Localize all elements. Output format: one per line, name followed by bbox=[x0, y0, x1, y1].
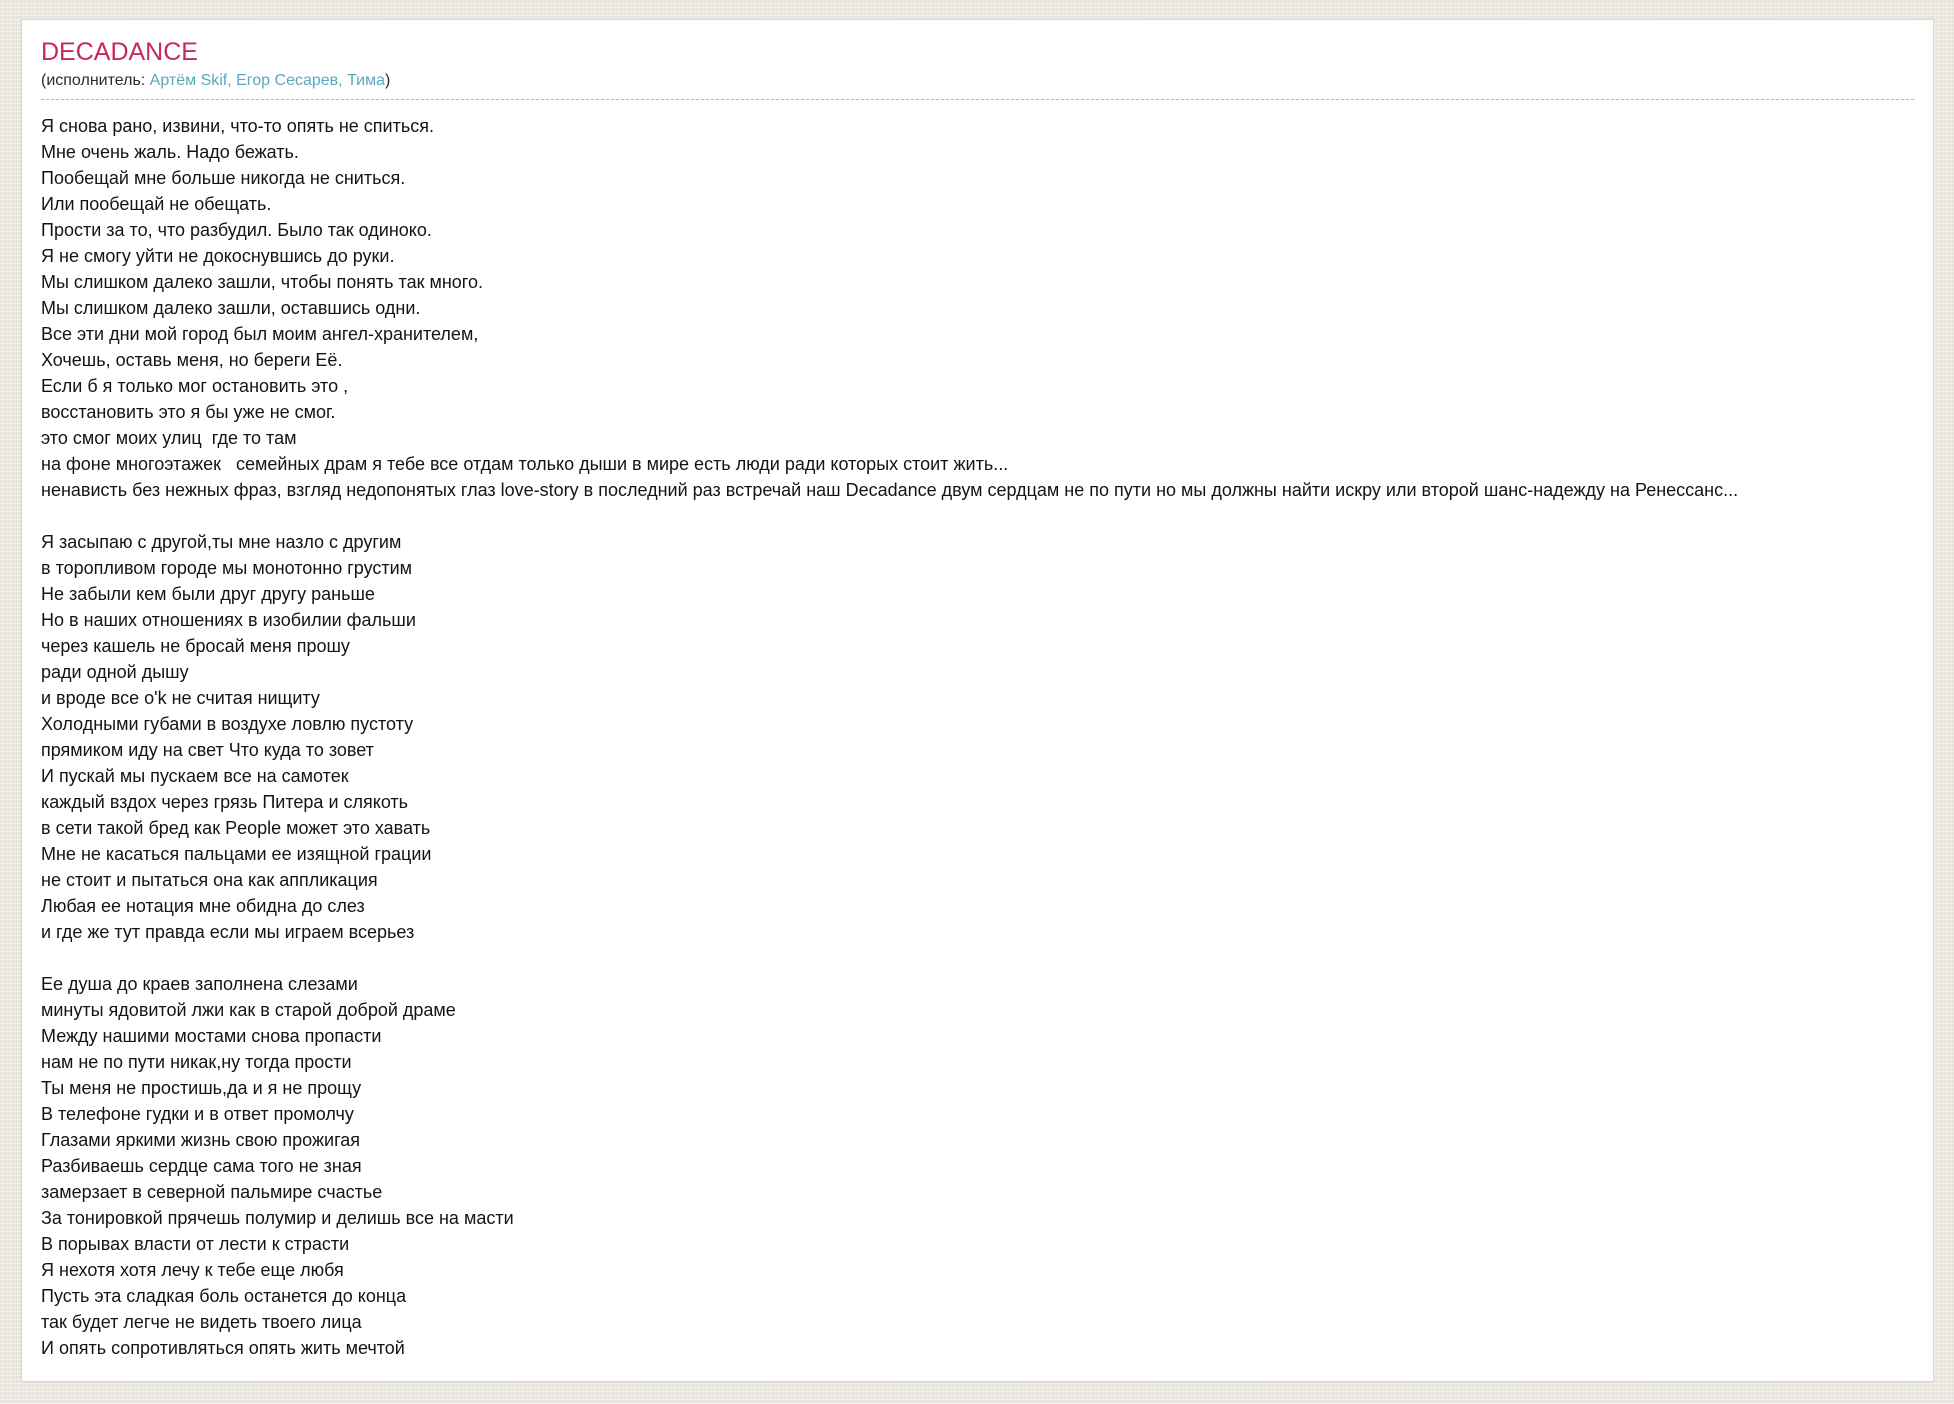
lyric-line: прямиком иду на свет Что куда то зовет bbox=[41, 739, 374, 760]
lyric-line: Мы слишком далеко зашли, чтобы понять так много. bbox=[41, 271, 483, 292]
artist-link[interactable]: Тима bbox=[347, 72, 385, 90]
lyric-line: не стоит и пытаться она как аппликация bbox=[41, 869, 378, 890]
page-title: DECADANCE bbox=[41, 38, 198, 66]
lyric-line: Все эти дни мой город был моим ангел-хранителем, bbox=[41, 323, 479, 344]
artist-line-suffix: ) bbox=[384, 72, 391, 90]
lyric-line: в сети такой бред как People может это хавать bbox=[41, 817, 431, 838]
lyric-line: и где же тут правда если мы играем всерьез bbox=[41, 921, 415, 942]
artist-separator: , bbox=[227, 72, 237, 90]
lyric-line: так будет легче не видеть твоего лица bbox=[41, 1311, 362, 1332]
lyric-line: За тонировкой прячешь полумир и делишь все на масти bbox=[41, 1207, 514, 1228]
lyrics-card bbox=[21, 19, 1934, 1382]
lyrics-stanza bbox=[41, 113, 1914, 503]
artist-links bbox=[150, 72, 385, 89]
artist-label: (исполнитель: bbox=[41, 72, 150, 90]
lyric-line: Я снова рано, извини, что-то опять не спиться. bbox=[41, 115, 434, 136]
lyric-line: нам не по пути никак,ну тогда прости bbox=[41, 1051, 352, 1072]
lyric-line: В телефоне гудки и в ответ промолчу bbox=[41, 1103, 354, 1124]
lyric-line: каждый вздох через грязь Питера и слякоть bbox=[41, 791, 409, 812]
lyric-line: Ты меня не простишь,да и я не прощу bbox=[41, 1077, 362, 1098]
lyric-line: Разбиваешь сердце сама того не зная bbox=[41, 1155, 362, 1176]
lyric-line: Холодными губами в воздухе ловлю пустоту bbox=[41, 713, 414, 734]
lyric-line: В порывах власти от лести к страсти bbox=[41, 1233, 350, 1254]
lyrics-stanza bbox=[41, 971, 1914, 1361]
lyric-line: Но в наших отношениях в изобилии фальши bbox=[41, 609, 416, 630]
lyric-line: Ее душа до краев заполнена слезами bbox=[41, 973, 358, 994]
lyric-line: и вроде все o'k не считая нищиту bbox=[41, 687, 320, 708]
lyric-line: Пообещай мне больше никогда не сниться. bbox=[41, 167, 406, 188]
lyric-line: Я засыпаю с другой,ты мне назло с другим bbox=[41, 531, 402, 552]
lyric-line: Я нехотя хотя лечу к тебе еще любя bbox=[41, 1259, 344, 1280]
lyric-line: Прости за то, что разбудил. Было так одиноко. bbox=[41, 219, 432, 240]
lyric-line: Любая ее нотация мне обидна до слез bbox=[41, 895, 365, 916]
lyric-line: Между нашими мостами снова пропасти bbox=[41, 1025, 382, 1046]
lyric-line: Мне не касаться пальцами ее изящной грации bbox=[41, 843, 432, 864]
artist-separator: , bbox=[338, 72, 348, 90]
lyric-line: И пускай мы пускаем все на самотек bbox=[41, 765, 349, 786]
lyrics-text bbox=[41, 113, 1914, 1361]
lyric-line: это смог моих улиц где то там bbox=[41, 427, 297, 448]
lyric-line: в торопливом городе мы монотонно грустим bbox=[41, 557, 413, 578]
lyric-line: Хочешь, оставь меня, но береги Её. bbox=[41, 349, 343, 370]
lyric-line: Я не смогу уйти не докоснувшись до руки. bbox=[41, 245, 395, 266]
lyric-line: на фоне многоэтажек семейных драм я тебе все отдам только дыши в мире есть люди ради которых стоит жить... bbox=[41, 453, 1009, 474]
lyric-line: Мне очень жаль. Надо бежать. bbox=[41, 141, 299, 162]
artist-link[interactable]: Артём Skif bbox=[149, 72, 228, 90]
lyric-line: замерзает в северной пальмире счастье bbox=[41, 1181, 383, 1202]
artist-line bbox=[41, 70, 1914, 100]
lyric-line: Глазами яркими жизнь свою прожигая bbox=[41, 1129, 360, 1150]
lyric-line: минуты ядовитой лжи как в старой доброй драме bbox=[41, 999, 456, 1020]
lyric-line: через кашель не бросай меня прошу bbox=[41, 635, 350, 656]
lyric-line: Мы слишком далеко зашли, оставшись одни. bbox=[41, 297, 421, 318]
lyric-line: Пусть эта сладкая боль останется до конца bbox=[41, 1285, 407, 1306]
lyric-line: ненависть без нежных фраз, взгляд недопонятых глаз love-story в последний раз встречай наш Decadance двум сердцам не по пути но мы должны найти искру или второй шанс-надежду на Ренессанс... bbox=[41, 479, 1739, 500]
lyric-line: Если б я только мог остановить это , bbox=[41, 375, 349, 396]
lyric-line: И опять сопротивляться опять жить мечтой bbox=[41, 1337, 405, 1358]
lyric-line: Не забыли кем были друг другу раньше bbox=[41, 583, 375, 604]
lyric-line: ради одной дышу bbox=[41, 661, 189, 682]
lyrics-stanza bbox=[41, 529, 1914, 945]
lyric-line: Или пообещай не обещать. bbox=[41, 193, 272, 214]
lyric-line: восстановить это я бы уже не смог. bbox=[41, 401, 336, 422]
artist-link[interactable]: Егор Сесарев bbox=[236, 72, 339, 90]
